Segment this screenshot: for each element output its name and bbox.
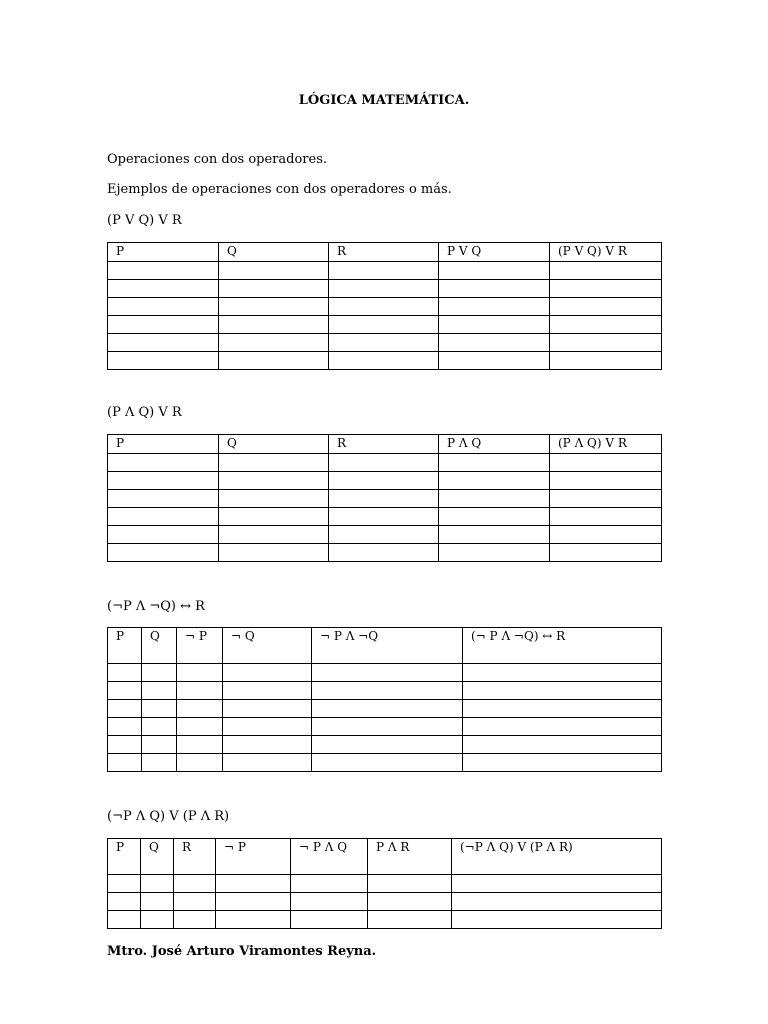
table-row	[108, 316, 662, 334]
empty-cell[interactable]	[550, 472, 662, 490]
truth-table-3	[107, 627, 662, 772]
empty-cell[interactable]	[439, 262, 550, 280]
empty-cell[interactable]	[177, 718, 223, 736]
empty-cell[interactable]	[329, 316, 439, 334]
empty-cell[interactable]	[312, 736, 463, 754]
empty-cell[interactable]	[177, 682, 223, 700]
empty-cell[interactable]	[108, 280, 219, 298]
table-row	[108, 490, 662, 508]
header-cell: (¬ P Λ ¬Q) ↔ R	[463, 628, 662, 664]
empty-cell[interactable]	[174, 875, 216, 893]
header-cell: ¬ P	[216, 839, 291, 875]
table-header-row	[108, 243, 662, 262]
empty-cell[interactable]	[439, 454, 550, 472]
empty-cell[interactable]	[368, 893, 452, 911]
empty-cell[interactable]	[439, 352, 550, 370]
empty-cell[interactable]	[142, 682, 177, 700]
empty-cell[interactable]	[329, 454, 439, 472]
empty-cell[interactable]	[108, 472, 219, 490]
table-row	[108, 893, 662, 911]
empty-cell[interactable]	[219, 526, 329, 544]
expression-1: (P V Q) V R	[107, 213, 182, 228]
empty-cell[interactable]	[329, 262, 439, 280]
table-row	[108, 280, 662, 298]
table-row	[108, 754, 662, 772]
empty-cell[interactable]	[174, 911, 216, 929]
empty-cell[interactable]	[312, 718, 463, 736]
empty-cell[interactable]	[452, 893, 662, 911]
empty-cell[interactable]	[177, 754, 223, 772]
empty-cell[interactable]	[219, 352, 329, 370]
empty-cell[interactable]	[108, 664, 142, 682]
expression-4: (¬P Λ Q) V (P Λ R)	[107, 809, 230, 824]
empty-cell[interactable]	[223, 664, 312, 682]
header-cell: Q	[219, 243, 329, 262]
empty-cell[interactable]	[142, 700, 177, 718]
empty-cell[interactable]	[329, 526, 439, 544]
empty-cell[interactable]	[216, 893, 291, 911]
empty-cell[interactable]	[142, 718, 177, 736]
header-cell: P	[108, 628, 142, 664]
table-row	[108, 262, 662, 280]
header-cell: R	[329, 243, 439, 262]
empty-cell[interactable]	[550, 544, 662, 562]
empty-cell[interactable]	[463, 664, 662, 682]
empty-cell[interactable]	[223, 700, 312, 718]
empty-cell[interactable]	[312, 664, 463, 682]
empty-cell[interactable]	[329, 508, 439, 526]
empty-cell[interactable]	[219, 544, 329, 562]
empty-cell[interactable]	[142, 736, 177, 754]
table-row	[108, 352, 662, 370]
empty-cell[interactable]	[108, 526, 219, 544]
empty-cell[interactable]	[291, 893, 368, 911]
header-cell: R	[174, 839, 216, 875]
empty-cell[interactable]	[108, 298, 219, 316]
empty-cell[interactable]	[108, 262, 219, 280]
empty-cell[interactable]	[108, 316, 219, 334]
table-header-row	[108, 628, 662, 664]
empty-cell[interactable]	[329, 334, 439, 352]
empty-cell[interactable]	[108, 454, 219, 472]
empty-cell[interactable]	[550, 508, 662, 526]
empty-cell[interactable]	[550, 280, 662, 298]
expression-2: (P Λ Q) V R	[107, 405, 182, 420]
empty-cell[interactable]	[219, 490, 329, 508]
header-cell: ¬ Q	[223, 628, 312, 664]
empty-cell[interactable]	[291, 911, 368, 929]
empty-cell[interactable]	[108, 508, 219, 526]
header-cell: (¬P Λ Q) V (P Λ R)	[452, 839, 662, 875]
empty-cell[interactable]	[329, 280, 439, 298]
empty-cell[interactable]	[550, 262, 662, 280]
table-row	[108, 472, 662, 490]
header-cell: Q	[142, 628, 177, 664]
expression-3: (¬P Λ ¬Q) ↔ R	[107, 599, 205, 614]
empty-cell[interactable]	[329, 352, 439, 370]
empty-cell[interactable]	[329, 544, 439, 562]
empty-cell[interactable]	[177, 700, 223, 718]
empty-cell[interactable]	[329, 298, 439, 316]
intro-line-1: Operaciones con dos operadores.	[107, 152, 328, 167]
empty-cell[interactable]	[291, 875, 368, 893]
empty-cell[interactable]	[439, 508, 550, 526]
header-cell: Q	[141, 839, 174, 875]
empty-cell[interactable]	[219, 280, 329, 298]
header-cell: ¬ P	[177, 628, 223, 664]
table-row	[108, 700, 662, 718]
table-header-row	[108, 435, 662, 454]
empty-cell[interactable]	[141, 893, 174, 911]
empty-cell[interactable]	[312, 682, 463, 700]
empty-cell[interactable]	[108, 736, 142, 754]
empty-cell[interactable]	[108, 490, 219, 508]
header-cell: (P Λ Q) V R	[550, 435, 662, 454]
page-title: LÓGICA MATEMÁTICA.	[298, 93, 470, 108]
empty-cell[interactable]	[108, 911, 141, 929]
empty-cell[interactable]	[141, 911, 174, 929]
empty-cell[interactable]	[141, 875, 174, 893]
empty-cell[interactable]	[368, 911, 452, 929]
empty-cell[interactable]	[463, 718, 662, 736]
empty-cell[interactable]	[219, 508, 329, 526]
empty-cell[interactable]	[108, 700, 142, 718]
header-cell: (P V Q) V R	[550, 243, 662, 262]
empty-cell[interactable]	[463, 736, 662, 754]
author-name: Mtro. José Arturo Viramontes Reyna.	[107, 944, 377, 959]
empty-cell[interactable]	[223, 682, 312, 700]
table-row	[108, 334, 662, 352]
truth-table-1	[107, 242, 662, 370]
table-header-row	[108, 839, 662, 875]
empty-cell[interactable]	[550, 526, 662, 544]
empty-cell[interactable]	[108, 875, 141, 893]
table-row	[108, 664, 662, 682]
empty-cell[interactable]	[550, 454, 662, 472]
empty-cell[interactable]	[142, 754, 177, 772]
table-row	[108, 526, 662, 544]
truth-table-4	[107, 838, 662, 929]
empty-cell[interactable]	[223, 736, 312, 754]
empty-cell[interactable]	[439, 544, 550, 562]
empty-cell[interactable]	[108, 682, 142, 700]
empty-cell[interactable]	[463, 682, 662, 700]
table-row	[108, 911, 662, 929]
header-cell: R	[329, 435, 439, 454]
empty-cell[interactable]	[439, 490, 550, 508]
empty-cell[interactable]	[108, 352, 219, 370]
empty-cell[interactable]	[312, 754, 463, 772]
empty-cell[interactable]	[550, 352, 662, 370]
empty-cell[interactable]	[177, 664, 223, 682]
empty-cell[interactable]	[439, 472, 550, 490]
header-cell: P Λ Q	[439, 435, 550, 454]
header-cell: P	[108, 435, 219, 454]
header-cell: ¬ P Λ Q	[291, 839, 368, 875]
empty-cell[interactable]	[329, 472, 439, 490]
empty-cell[interactable]	[550, 316, 662, 334]
empty-cell[interactable]	[439, 298, 550, 316]
empty-cell[interactable]	[463, 754, 662, 772]
empty-cell[interactable]	[177, 736, 223, 754]
header-cell: P Λ R	[368, 839, 452, 875]
header-cell: ¬ P Λ ¬Q	[312, 628, 463, 664]
table-row	[108, 544, 662, 562]
table-row	[108, 736, 662, 754]
empty-cell[interactable]	[223, 718, 312, 736]
empty-cell[interactable]	[219, 334, 329, 352]
table-row	[108, 298, 662, 316]
empty-cell[interactable]	[108, 544, 219, 562]
empty-cell[interactable]	[368, 875, 452, 893]
header-cell: P	[108, 839, 141, 875]
empty-cell[interactable]	[108, 718, 142, 736]
empty-cell[interactable]	[174, 893, 216, 911]
table-row	[108, 875, 662, 893]
empty-cell[interactable]	[219, 316, 329, 334]
empty-cell[interactable]	[216, 875, 291, 893]
table-row	[108, 454, 662, 472]
empty-cell[interactable]	[219, 262, 329, 280]
empty-cell[interactable]	[452, 911, 662, 929]
empty-cell[interactable]	[108, 893, 141, 911]
empty-cell[interactable]	[108, 334, 219, 352]
empty-cell[interactable]	[312, 700, 463, 718]
empty-cell[interactable]	[219, 298, 329, 316]
empty-cell[interactable]	[439, 316, 550, 334]
empty-cell[interactable]	[219, 454, 329, 472]
truth-table-2	[107, 434, 662, 562]
table-row	[108, 508, 662, 526]
empty-cell[interactable]	[463, 700, 662, 718]
empty-cell[interactable]	[550, 334, 662, 352]
table-row	[108, 682, 662, 700]
empty-cell[interactable]	[216, 911, 291, 929]
empty-cell[interactable]	[439, 334, 550, 352]
table-row	[108, 718, 662, 736]
empty-cell[interactable]	[108, 754, 142, 772]
header-cell: P	[108, 243, 219, 262]
empty-cell[interactable]	[219, 472, 329, 490]
empty-cell[interactable]	[439, 526, 550, 544]
intro-line-2: Ejemplos de operaciones con dos operadores o más.	[107, 182, 452, 197]
empty-cell[interactable]	[329, 490, 439, 508]
header-cell: Q	[219, 435, 329, 454]
empty-cell[interactable]	[439, 280, 550, 298]
empty-cell[interactable]	[142, 664, 177, 682]
empty-cell[interactable]	[223, 754, 312, 772]
empty-cell[interactable]	[550, 298, 662, 316]
header-cell: P V Q	[439, 243, 550, 262]
empty-cell[interactable]	[550, 490, 662, 508]
empty-cell[interactable]	[452, 875, 662, 893]
